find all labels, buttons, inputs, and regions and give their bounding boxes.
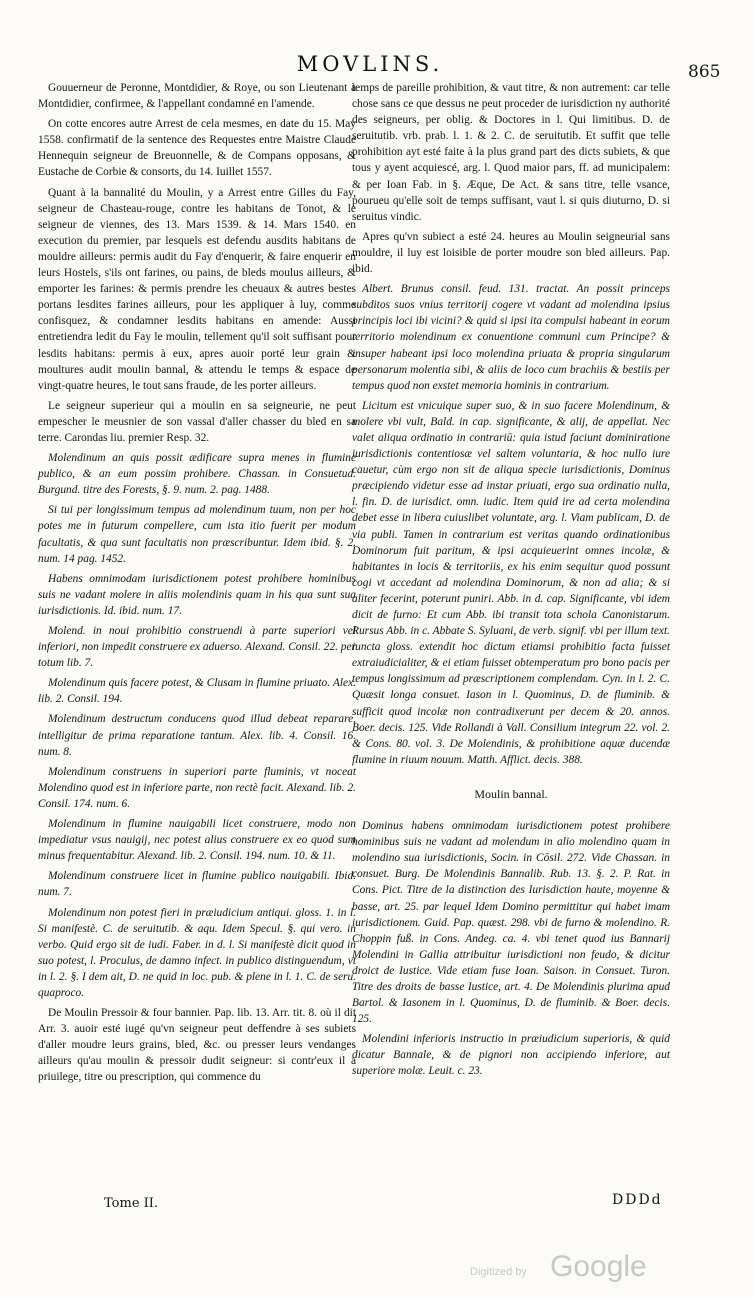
signature-mark: DDDd [612, 1192, 663, 1208]
watermark-prefix: Digitized by [470, 1266, 527, 1278]
google-logo: Google [550, 1250, 647, 1283]
text-paragraph: Dominus habens omnimodam iurisdictionem potest prohibere hominibus suis ne vadant ad molendum in alio molendino quam in molendino sua iurisdictionis, Socin. in Cōsil. 272. Vide Chassan. in consuet. Burg. De Molendinis Bannalib. Rub. 13. §. 2. P. Rat. in Cons. Pict. Titre de la distinction des Iurisdiction haute, moyenne & basse, art. 25. par lequel Idem Domino permittitur qui habet imam iurisdictionem. Guid. Pap. quæst. 298. vbi de furno & molendino. R. Choppin fuß. in Cons. Andeg. ca. 4. vbi tenet quod ius Bannarij Molendini in Gallia attribuitur iurisdictioni non feudo, & dicitur droict de Iustice. Vide etiam fuse Ioan. Saison. in Consuet. Turon. Titre des droits de basse Iustice, art. 4. De Molendinis plurima apud Bartol. & Iasonem in l. Quominus, D. de fluminib. & Boer. decis. 125. [352, 820, 670, 1026]
page-number: 865 [688, 62, 721, 82]
section-heading: Moulin bannal. [474, 786, 548, 801]
text-paragraph: Albert. Brunus consil. feud. 131. tractat. An possit princeps subditos suos vnius territorij cogere vt vadant ad molendina ipsius principis loci ibi vicini? & quid si ipsi ita compulsi habeant in eorum territorio molendinum ex conuentione communi cum Principe? & insuper habeant ipsi loco molendina priuata & propria singularum personarum molentia sibi, & aliis de loco cum brachiis & bestiis per tempus quod non exstet memoria hominis in contrarium. [352, 283, 670, 392]
text-paragraph: Molendinum construens in superiori parte fluminis, vt noceat Molendino quod est in inferiore parte, non rectè facit. Alexand. lib. 2. Consil. 174. num. 6. [38, 765, 356, 810]
text-paragraph: Molendinum destructum conducens quod illud debeat reparare, intelligitur de prima reparatione tantum. Alex. lib. 4. Consil. 16. num. 8. [38, 713, 356, 758]
text-paragraph: De Moulin Pressoir & four bannier. Pap. lib. 13. Arr. tit. 8. où il dit Arr. 3. auoir esté iugé qu'vn seigneur peut deffendre à ses subiets d'aller moudre leurs grains, bled, &c. ou presser leurs vendanges ailleurs qu'au moulin & pressoir dudit seigneur: si contr'eux il a priuilege, titre ou prescription, qui commence du [38, 1007, 356, 1084]
text-paragraph: Molendinum quis facere potest, & Clusam in flumine priuato. Alex. lib. 2. Consil. 194. [38, 677, 356, 706]
text-paragraph: Molendinum in flumine nauigabili licet construere, modo non impediatur vsus nauigij, nec potest alius construere ex eo quod sum minus frequentabitur. Alexand. lib. 2. Consil. 194. num. 10. & 11. [38, 818, 356, 863]
text-paragraph: On cotte encores autre Arrest de cela mesmes, en date du 15. May 1558. confirmatif de la sentence des Requestes entre Maistre Claude Hennequin seigneur de Breuonnelle, & de Compans opposans, & Eustache de Corbie & consorts, du 14. Iuillet 1557. [38, 118, 356, 179]
text-paragraph: Molendinum an quis possit ædificare supra menes in flumine publico, & an eum possim prohibere. Chassan. in Consuetud. Burgund. titre des Forests, §. 9. num. 2. pag. 1488. [38, 452, 356, 497]
text-paragraph: Licitum est vnicuique super suo, & in suo facere Molendinum, & molere vbi vult, Bald. in cap. significante, & alij, de appellat. Nec valet aliqua ordinatio in contrariū: quia istud faciunt dominiratione iurisdictionis contentiosæ vel saltem voluntaria, & hoc nullo iure cauetur, cùm ergo non sit de aliqua specie iurisdictionis, Dominus præcipiendo videtur esse ad instar priuati, ergo sua ordinatio nulla, l. fin. D. de iurisdict. omn. iudic. Item quid ire ad certa molendina debet esse in libera cuiuslibet voluntate, arg. l. Viam publicam, D. de via publi. Tamen in contrarium est veritas quando ordinationibus Dominorum fuit paritum, & ipsi acquieuerint omnes incolæ, & habitantes in locis & territoriis, ex his enim sequitur quod possunt cogi vt accedant ad molendina Dominorum, & non ad alia; & si aliter fecerint, poterunt puniri. Abb. in d. cap. Significante, vbi idem dicit de furno: Et cum Abb. ibi transit tota schola Canonistarum. Rursus Abb. in c. Abbate S. Syluani, de verb. signif. vbi per illum text. iuncta gloss. extendit hoc dictum etiamsi prohibitio facta fuisset extraiudicialiter, & ei etiam fuisset obtemperatum pro bono pacis per tempus longissimum ad præscriptionem complendam. Cyn. in l. 2. C. Quæsit longa consuet. Iason in l. Quominus, D. de fluminib. & sufficit quod incolæ non contradixerunt per decem & 20. annos. Boer. decis. 125. Vide Rollandi à Vall. Consilium integrum 22. vol. 2. & Cons. 80. vol. 3. De Molendinis, & prohibitione aquæ ducendæ flumine in riuum nouum. Matth. Afflict. decis. 388. [352, 399, 670, 766]
text-paragraph: Molendinum construere licet in flumine publico nauigabili. Ibid. num. 7. [38, 870, 356, 899]
text-paragraph: Si tui per longissimum tempus ad molendinum tuum, non per hoc potes me in futurum compellere, cum ista itio fuerit per modum facultatis, & qua sunt facultatis non præscribuntur. Idem ibid. §. 2. num. 14 pag. 1452. [38, 504, 356, 565]
text-paragraph: Molendinum non potest fieri in præiudicium antiqui. gloss. 1. in l. Si manifestè. C. de seruitutib. & aqu. Idem Specul. §. qui vero. in verbo. Quid ergo sit de iudi. Faber. in d. l. Si manifestè dicit quod in suo potest, l. Proculus, de damno infect. in publico distinguendum, vt in l. 2. §. I dem ait, D. ne quid in loc. pub. & plene in l. 1. C. de seru. quaproco. [38, 906, 356, 999]
text-paragraph: Le seigneur superieur qui a moulin en sa seigneurie, ne peut empescher le meusnier de son vassal d'aller chasser du bled en sa terre. Carondas liu. premier Resp. 32. [38, 399, 356, 444]
tome-label: Tome II. [104, 1196, 159, 1211]
text-paragraph: temps de pareille prohibition, & vaut titre, & non autrement: car telle chose sans ce que dessus ne peut proceder de iurisdiction ny authorité des seigneurs, per oblig. & Doctores in l. Qui limitibus. D. de seruitutib. vrb. prab. l. 1. & 2. C. de seruitutib. Et suffit que telle prohibition ayt esté faite à la plus grand part des dicts subiets, & que tous y ayent acquiescé, arg. l. Quod maior pars, ff. ad municipalem: & per Ioan Fab. in §. Æque, De Act. & sans titre, telle vsance, pourueu qu'elle soit de temps suffisant, vaut l. si quis diuturno, D. si seruitus vindic. [352, 82, 670, 223]
left-column [38, 80, 356, 1090]
text-paragraph: Quant à la bannalité du Moulin, y a Arrest entre Gilles du Fay, seigneur de Chasteau-rouge, contre les habitans de Tonot, & le seigneur de viennes, des 13. Mars 1539. & 14. Mars 1540. en execution du premier, par lesquels est defendu ausdits habitans de mouldre ailleurs: permis audit du Fay d'enquerir, & faire enquerir en leurs Hostels, s'ils ont farines, ou pains, de bleds moulus ailleurs, & emporter les farines: & permis prendre les cheuaux & autres bestes portans lesdites farines ailleurs, pour les appliquer à luy, comme confisquez, & condamner lesdits habitans en amende: Aussi entretiendra ledit du Fay le moulin, tellement qu'il soit suffisant pour lesdits habitans: permis à eux, apres auoir porté leur grain & moultures audit moulin bannal, & attendu le temps & espace de vingt-quatre heures, le tout sans fraude, de les porter ailleurs. [38, 186, 356, 392]
right-column [352, 80, 670, 1084]
text-paragraph: Apres qu'vn subiect a esté 24. heures au Moulin seigneurial sans mouldre, il luy est loisible de porter moudre son bled ailleurs. Pap. ibid. [352, 230, 670, 276]
text-paragraph: Molendini inferioris instructio in præiudicium superioris, & quid dicatur Bannale, & de pignori non accipiendo inferiore, aut superiore molæ. Leuit. c. 23. [352, 1033, 670, 1078]
running-title: MOVLINS. [296, 52, 444, 76]
text-paragraph: Molend. in noui prohibitio construendi à parte superiori vel inferiori, non impedit construere ex aduerso. Alexand. Consil. 22. per totum lib. 7. [38, 625, 356, 670]
digitized-watermark [470, 1250, 647, 1286]
text-paragraph: Habens omnimodam iurisdictionem potest prohibere hominibus suis ne vadant molere in aliis molendinis quam in his qua sunt sua iurisdictionis. Id. ibid. num. 17. [38, 572, 356, 617]
text-paragraph: Gouuerneur de Peronne, Montdidier, & Roye, ou son Lieutenant à Montdidier, confirmee, & l'appellant condamné en l'amende. [38, 82, 356, 111]
